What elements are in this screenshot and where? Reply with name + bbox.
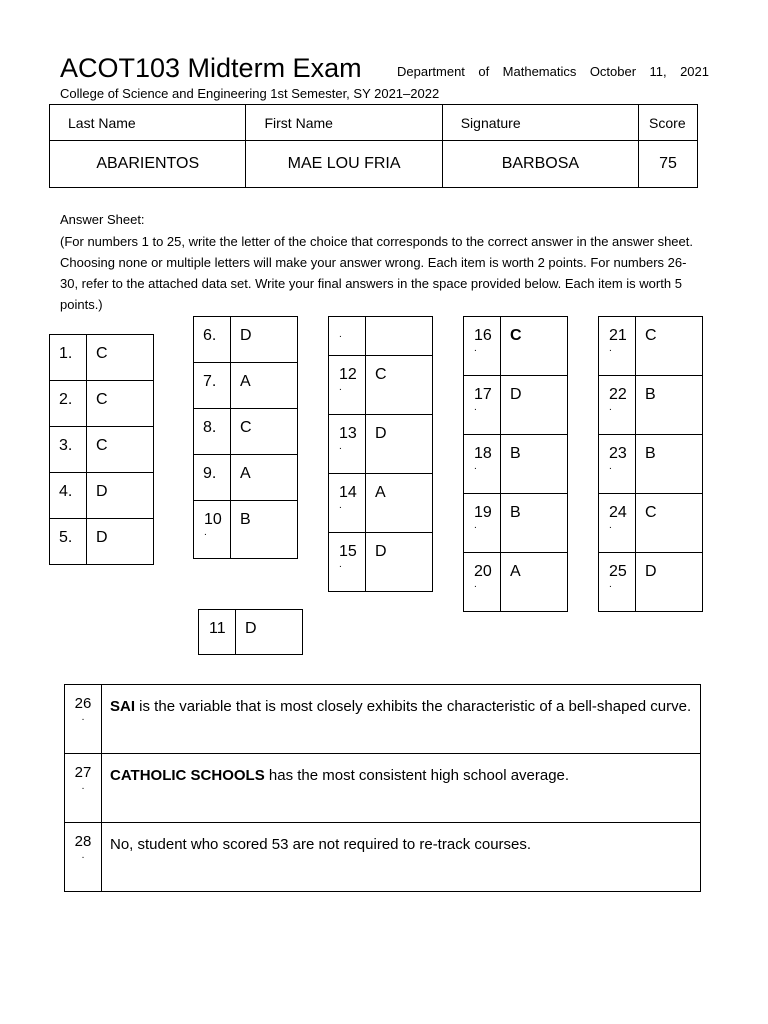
answer-row: [329, 474, 433, 533]
first-name-header: First Name: [246, 105, 442, 141]
item-number: 9.: [203, 465, 217, 482]
item-number: 26: [74, 695, 92, 712]
answer-row: [50, 473, 154, 519]
answer-keyword: SAI: [110, 698, 136, 715]
answer-row: [599, 553, 703, 612]
answer-letter: D: [96, 529, 108, 546]
item-number: 13: [339, 425, 357, 442]
answer-text: has the most consistent high school average.: [264, 767, 570, 784]
item-number: 14: [339, 484, 357, 501]
answer-row: [194, 409, 298, 455]
dot-mark: .: [339, 329, 342, 340]
item-number: 4.: [59, 483, 73, 500]
item-number: 27: [74, 764, 92, 781]
answer-row: [50, 381, 154, 427]
dot-mark: .: [474, 520, 477, 531]
dot-mark: .: [609, 402, 612, 413]
dot-mark: .: [339, 441, 342, 452]
answer-letter: D: [245, 620, 257, 637]
answer-row: [194, 501, 298, 559]
answer-row: [194, 363, 298, 409]
score-header: Score: [639, 105, 698, 141]
answer-letter: D: [240, 327, 252, 344]
answer-row: [329, 415, 433, 474]
dot-mark: .: [339, 559, 342, 570]
answer-row: [599, 376, 703, 435]
essay-answers-table: [64, 684, 701, 892]
answer-table-11: [198, 609, 303, 655]
dot-mark: .: [609, 579, 612, 590]
answer-row: [329, 356, 433, 415]
answer-letter: B: [645, 445, 656, 462]
first-name-value: MAE LOU FRIA: [246, 141, 442, 188]
answer-table-6-10: [193, 316, 298, 559]
item-number: 2.: [59, 391, 73, 408]
essay-answer: [102, 754, 701, 823]
item-number: 5.: [59, 529, 73, 546]
item-number: 25: [609, 563, 627, 580]
answer-letter: A: [240, 373, 251, 390]
item-number: 22: [609, 386, 627, 403]
dot-mark: .: [609, 343, 612, 354]
answer-letter: D: [375, 425, 387, 442]
exam-subtitle: College of Science and Engineering 1st Semester, SY 2021–2022: [60, 86, 440, 101]
answer-letter: D: [96, 483, 108, 500]
last-name-value: ABARIENTOS: [50, 141, 246, 188]
signature-header: Signature: [442, 105, 638, 141]
item-number: 8.: [203, 419, 217, 436]
answer-row: [599, 494, 703, 553]
answer-text: No, student who scored 53 are not required to re-track courses.: [110, 836, 532, 853]
item-number: 18: [474, 445, 492, 462]
answer-row: [329, 317, 433, 356]
item-number: 6.: [203, 327, 217, 344]
answer-table-21-25: [598, 316, 703, 612]
answer-row: [50, 335, 154, 381]
answer-table-1-5: [49, 334, 154, 565]
answer-letter: C: [240, 419, 252, 436]
essay-answer: [102, 823, 701, 892]
answer-letter: C: [96, 437, 108, 454]
answer-row: [50, 519, 154, 565]
item-number: 20: [474, 563, 492, 580]
item-number: 11: [209, 620, 226, 637]
answer-row: [599, 317, 703, 376]
essay-answer: [102, 685, 701, 754]
item-number: 24: [609, 504, 627, 521]
item-number: 1.: [59, 345, 73, 362]
answer-text: is the variable that is most closely exhibits the characteristic of a bell-shaped curve.: [135, 698, 692, 715]
item-number: 3.: [59, 437, 73, 454]
item-number: 19: [474, 504, 492, 521]
score-value: 75: [639, 141, 698, 188]
dot-mark: .: [81, 850, 85, 861]
answer-sheet-label: Answer Sheet:: [60, 212, 145, 227]
answer-letter: C: [96, 391, 108, 408]
dot-mark: .: [339, 500, 342, 511]
answer-row: [599, 435, 703, 494]
answer-letter: C: [645, 504, 657, 521]
answer-row: [50, 427, 154, 473]
student-info-table: [49, 104, 698, 188]
answer-row: [464, 376, 568, 435]
dot-mark: .: [474, 579, 477, 590]
instructions-text: (For numbers 1 to 25, write the letter of the choice that corresponds to the correct answer in the answer sheet. Choosing none or multiple letters will make your answer wrong. Each item is worth 2 points. For numbers 26-30, refer to the attached data set. Write your final answers in the space provided below. Each item is worth 5 points.): [60, 234, 693, 312]
answer-row: [464, 317, 568, 376]
dot-mark: .: [81, 781, 85, 792]
answer-letter: [366, 317, 432, 327]
item-number: 21: [609, 327, 627, 344]
dot-mark: .: [609, 461, 612, 472]
answer-table-16-20: [463, 316, 568, 612]
answer-letter: C: [510, 327, 522, 344]
essay-row: [65, 685, 701, 754]
answer-letter: D: [645, 563, 657, 580]
item-number: 23: [609, 445, 627, 462]
answer-row: [194, 317, 298, 363]
item-number: 10: [204, 511, 222, 528]
item-number: 7.: [203, 373, 217, 390]
answer-letter: A: [510, 563, 521, 580]
item-number: 15: [339, 543, 357, 560]
answer-letter: A: [240, 465, 251, 482]
item-number: 28: [74, 833, 92, 850]
answer-letter: B: [510, 445, 521, 462]
essay-row: [65, 754, 701, 823]
signature-value: BARBOSA: [442, 141, 638, 188]
last-name-header: Last Name: [50, 105, 246, 141]
answer-letter: C: [96, 345, 108, 362]
answer-row: [194, 455, 298, 501]
answer-letter: D: [375, 543, 387, 560]
exam-title: ACOT103 Midterm Exam: [60, 53, 362, 83]
department-date: Department of Mathematics October 11, 2021: [397, 64, 709, 79]
answer-letter: B: [510, 504, 521, 521]
answer-table-12-15: [328, 316, 433, 592]
answer-row: [464, 435, 568, 494]
item-number: [329, 317, 365, 327]
answer-row: [464, 494, 568, 553]
dot-mark: .: [474, 402, 477, 413]
item-number: 16: [474, 327, 492, 344]
dot-mark: .: [474, 461, 477, 472]
answer-letter: B: [645, 386, 656, 403]
dot-mark: .: [339, 382, 342, 393]
answer-letter: C: [645, 327, 657, 344]
item-number: 12: [339, 366, 357, 383]
answer-row: [329, 533, 433, 592]
answer-letter: D: [510, 386, 522, 403]
dot-mark: .: [609, 520, 612, 531]
answer-letter: C: [375, 366, 387, 383]
dot-mark: .: [204, 527, 207, 538]
item-number: 17: [474, 386, 492, 403]
answer-row: [199, 610, 303, 655]
answer-letter: B: [240, 511, 251, 528]
dot-mark: .: [474, 343, 477, 354]
answer-keyword: CATHOLIC SCHOOLS: [110, 767, 265, 784]
essay-row: [65, 823, 701, 892]
dot-mark: .: [81, 712, 85, 723]
answer-letter: A: [375, 484, 386, 501]
answer-row: [464, 553, 568, 612]
